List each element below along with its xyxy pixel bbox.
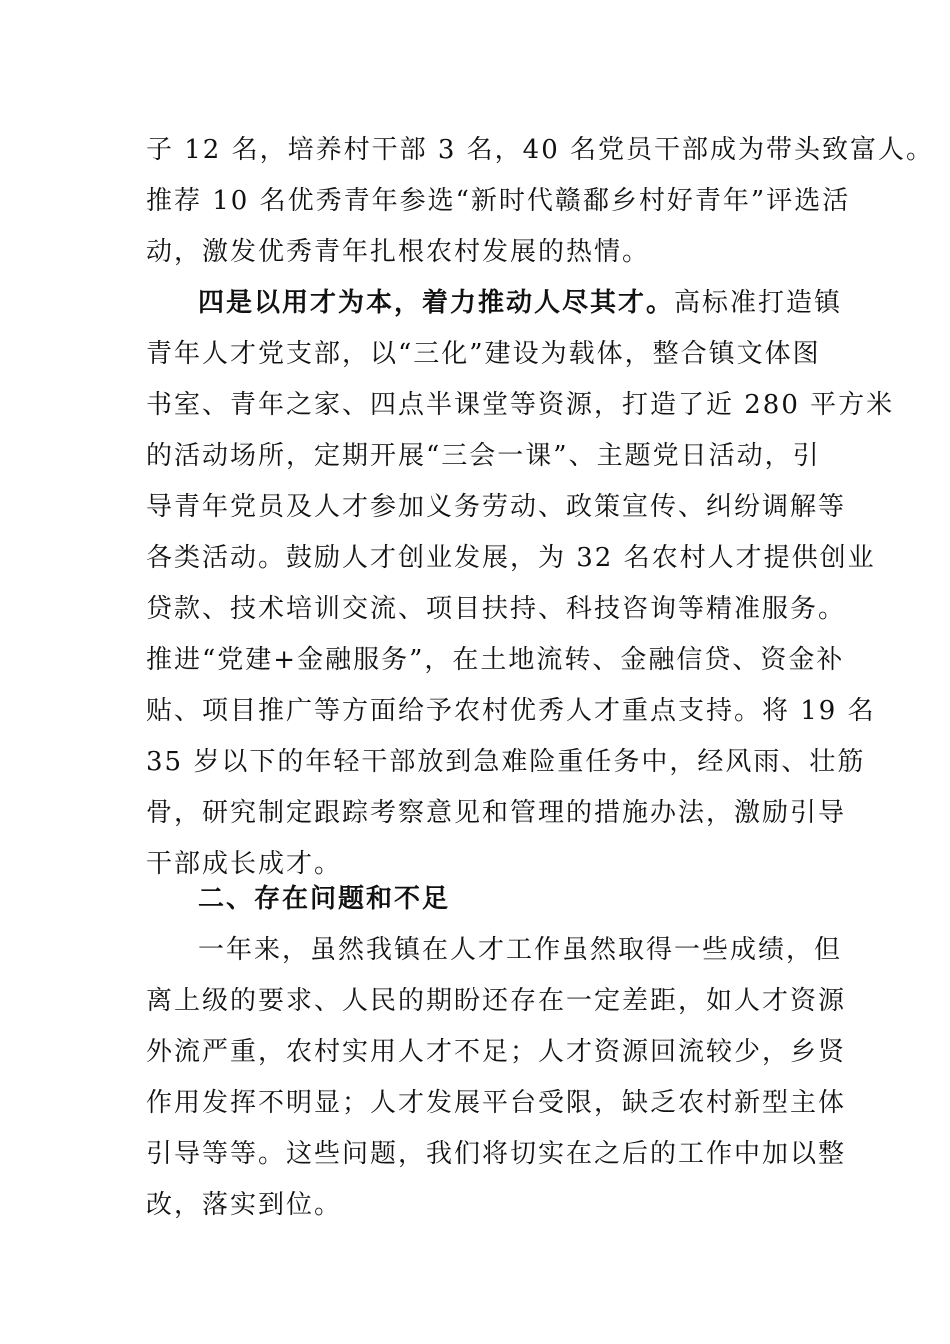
paragraph-line: 作用发挥不明显；人才发展平台受限，缺乏农村新型主体 — [146, 1088, 847, 1118]
paragraph-line: 35 岁以下的年轻干部放到急难险重任务中，经风雨、壮筋 — [146, 747, 866, 777]
paragraph-line: 贴、项目推广等方面给予农村优秀人才重点支持。将 19 名 — [146, 696, 876, 726]
paragraph-line: 的活动场所，定期开展“三会一课”、主题党日活动，引 — [146, 441, 821, 471]
paragraph-text: 高标准打造镇 — [674, 288, 843, 318]
paragraph-line: 离上级的要求、人民的期盼还存在一定差距，如人才资源 — [146, 986, 847, 1016]
paragraph-line: 导青年党员及人才参加义务劳动、政策宣传、纠纷调解等 — [146, 492, 847, 522]
paragraph-line: 书室、青年之家、四点半课堂等资源，打造了近 280 平方米 — [146, 390, 895, 420]
paragraph-line: 推荐 10 名优秀青年参选“新时代赣鄱乡村好青年”评选活 — [146, 186, 851, 216]
paragraph-line: 引导等等。这些问题，我们将切实在之后的工作中加以整 — [146, 1139, 847, 1169]
paragraph-line: 推进“党建+金融服务”，在土地流转、金融信贷、资金补 — [146, 645, 845, 675]
paragraph-line: 外流严重，农村实用人才不足；人才资源回流较少，乡贤 — [146, 1037, 847, 1067]
paragraph-line: 青年人才党支部，以“三化”建设为载体，整合镇文体图 — [146, 339, 821, 369]
paragraph-line: 子 12 名，培养村干部 3 名，40 名党员干部成为带头致富人。 — [146, 135, 935, 165]
paragraph-bold-lead: 四是以用才为本，着力推动人尽其才。 — [198, 288, 675, 318]
paragraph-line: 动，激发优秀青年扎根农村发展的热情。 — [146, 237, 651, 267]
paragraph-line: 各类活动。鼓励人才创业发展，为 32 名农村人才提供创业 — [146, 543, 876, 573]
paragraph-line: 干部成长成才。 — [146, 849, 343, 879]
paragraph-line: 骨，研究制定跟踪考察意见和管理的措施办法，激励引导 — [146, 798, 847, 828]
paragraph-line: 一年来，虽然我镇在人才工作虽然取得一些成绩，但 — [198, 935, 843, 965]
section-heading: 二、存在问题和不足 — [198, 884, 451, 914]
paragraph-first-line — [198, 286, 842, 320]
paragraph-line: 改，落实到位。 — [146, 1190, 343, 1220]
paragraph-line: 贷款、技术培训交流、项目扶持、科技咨询等精准服务。 — [146, 594, 847, 624]
